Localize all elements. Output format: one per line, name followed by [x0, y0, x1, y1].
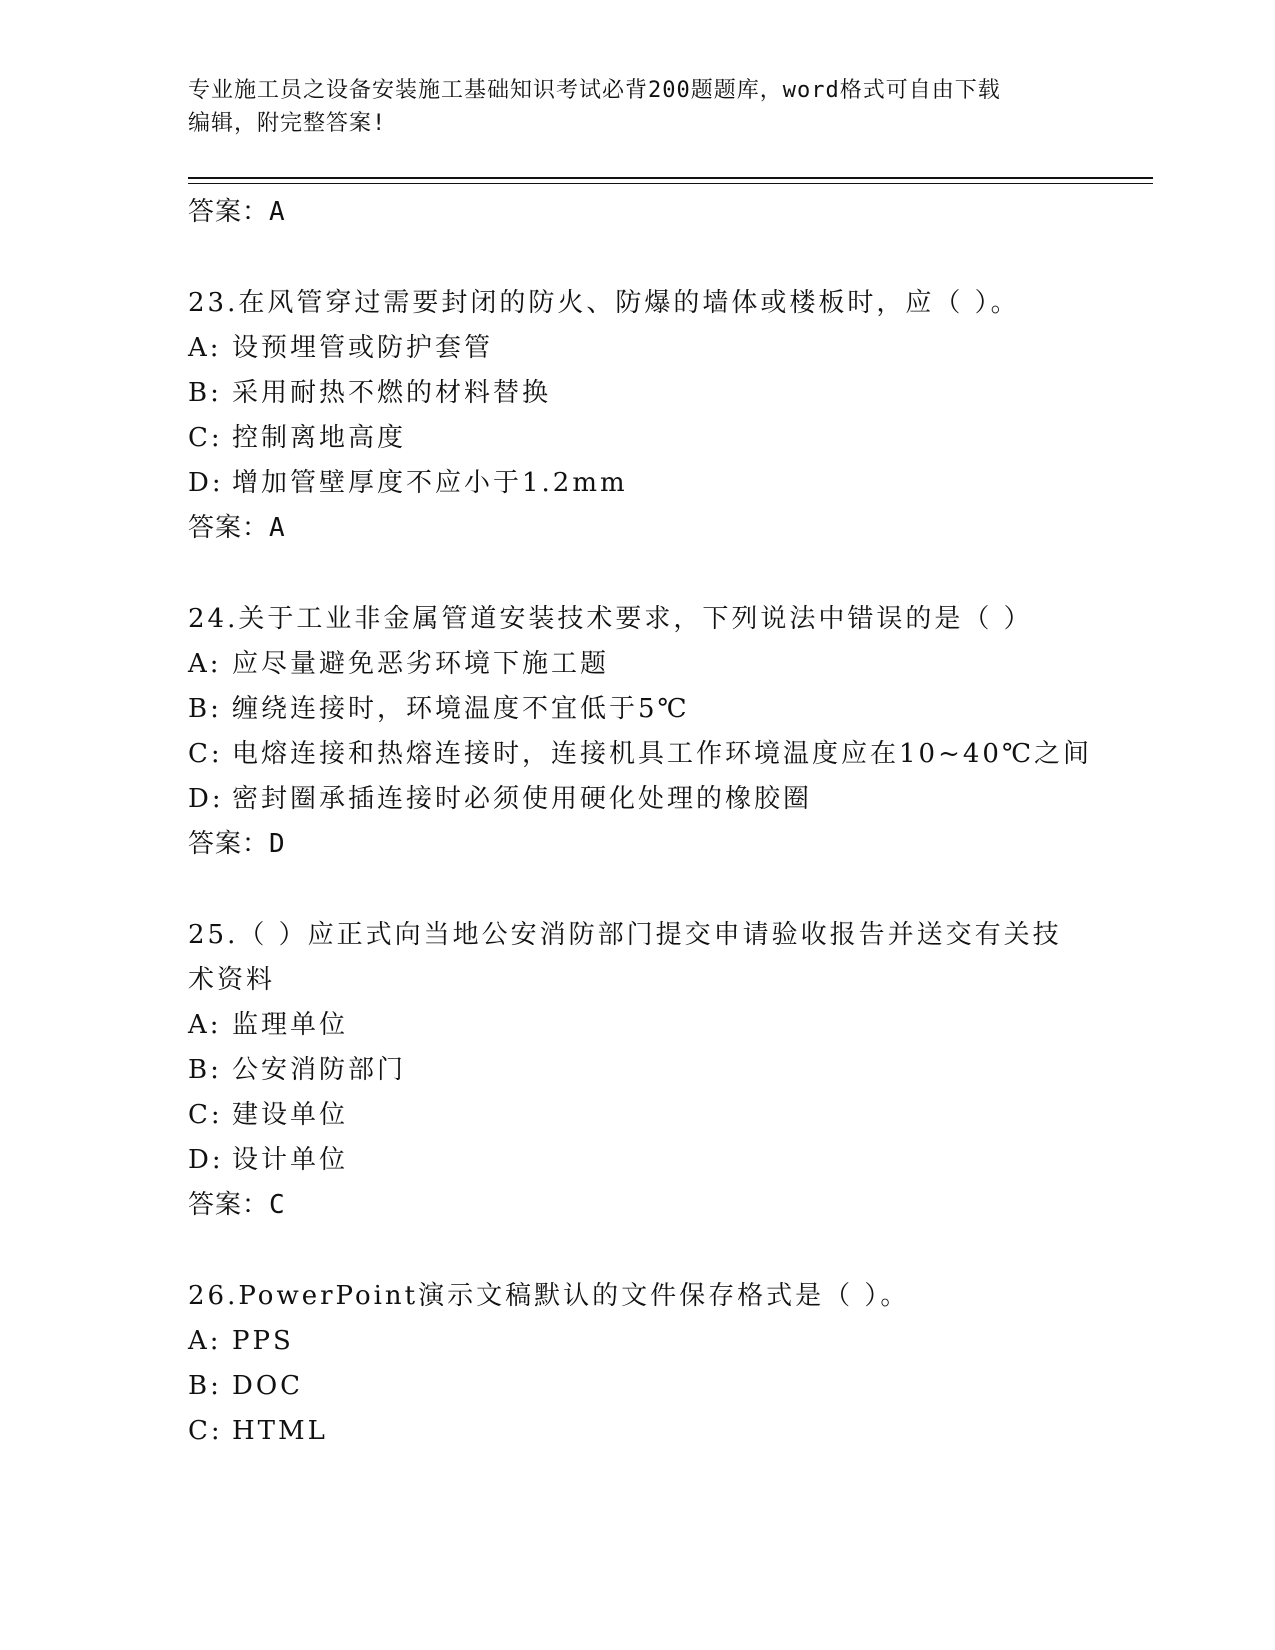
question-block-25 [188, 913, 1088, 1228]
option-text: 公安消防部门 [232, 1055, 407, 1085]
question-spacer [188, 551, 1088, 597]
question-number: 25. [188, 920, 239, 950]
option-text: 控制离地高度 [232, 423, 407, 453]
option-letter: D: [188, 784, 224, 814]
option-d [188, 1138, 1088, 1183]
question-number: 23. [188, 288, 239, 318]
question-body: PowerPoint演示文稿默认的文件保存格式是（ ）。 [238, 1281, 910, 1311]
question-answer [188, 506, 1088, 551]
option-letter: A: [188, 1010, 222, 1040]
option-text: 建设单位 [232, 1100, 349, 1130]
question-text [188, 1274, 1088, 1319]
option-letter: A: [188, 333, 222, 363]
option-text: 设预埋管或防护套管 [232, 333, 494, 363]
option-letter: D: [188, 468, 224, 498]
question-text [188, 913, 1088, 1003]
option-text: 采用耐热不燃的材料替换 [232, 378, 552, 408]
option-letter: B: [188, 378, 222, 408]
answer-value: D [269, 829, 286, 859]
answer-value: C [269, 1190, 286, 1220]
question-answer [188, 822, 1088, 867]
option-c [188, 416, 1088, 461]
answer-label: 答案： [188, 513, 270, 543]
question-block-24 [188, 597, 1093, 867]
option-b [188, 371, 1088, 416]
option-b [188, 687, 1088, 732]
option-c [188, 1093, 1088, 1138]
option-text: 缠绕连接时，环境温度不宜低于5℃ [232, 694, 690, 724]
question-block-23 [188, 281, 1088, 551]
question-spacer [188, 867, 1088, 913]
option-letter: C: [188, 1416, 223, 1446]
option-letter: C: [188, 739, 223, 769]
answer-value: A [269, 197, 286, 227]
question-body: （ ）应正式向当地公安消防部门提交申请验收报告并送交有关技术资料 [188, 920, 1062, 995]
answer-label: 答案： [188, 1190, 270, 1220]
option-d [188, 777, 1088, 822]
header-title-line-1: 专业施工员之设备安装施工基础知识考试必背200题题库，word格式可自由下载 [188, 78, 1001, 103]
option-b [188, 1048, 1088, 1093]
option-letter: B: [188, 694, 222, 724]
option-letter: B: [188, 1371, 222, 1401]
question-number: 26. [188, 1281, 239, 1311]
option-letter: A: [188, 649, 222, 679]
question-spacer [188, 1228, 1088, 1274]
option-a [188, 326, 1088, 371]
option-text: 增加管壁厚度不应小于1.2mm [232, 468, 628, 498]
document-header [188, 74, 1068, 140]
option-d [188, 461, 1088, 506]
header-divider-thick [188, 177, 1153, 179]
question-body: 在风管穿过需要封闭的防火、防爆的墙体或楼板时，应（ ）。 [238, 288, 1020, 318]
option-letter: B: [188, 1055, 222, 1085]
option-text: DOC [232, 1371, 304, 1401]
option-text: 密封圈承插连接时必须使用硬化处理的橡胶圈 [232, 784, 813, 814]
question-body: 关于工业非金属管道安装技术要求，下列说法中错误的是（ ） [238, 604, 1033, 634]
question-answer [188, 1183, 1088, 1228]
option-letter: C: [188, 423, 223, 453]
option-text: PPS [232, 1326, 294, 1356]
question-text [188, 281, 1088, 326]
previous-answer [188, 190, 1088, 235]
answer-label: 答案： [188, 197, 270, 227]
header-title-line-2: 编辑，附完整答案! [188, 111, 387, 136]
option-a [188, 1319, 1088, 1364]
option-c [188, 732, 1093, 777]
question-text [188, 597, 1088, 642]
option-text: HTML [232, 1416, 328, 1446]
answer-value: A [269, 513, 286, 543]
answer-label: 答案： [188, 829, 270, 859]
question-block-26 [188, 1274, 1088, 1454]
option-a [188, 642, 1088, 687]
option-c [188, 1409, 1088, 1454]
option-letter: D: [188, 1145, 224, 1175]
question-list [188, 190, 1093, 1454]
question-spacer [188, 235, 1088, 281]
option-text: 电熔连接和热熔连接时，连接机具工作环境温度应在10~40℃之间 [232, 739, 1093, 769]
option-text: 应尽量避免恶劣环境下施工题 [232, 649, 610, 679]
option-b [188, 1364, 1088, 1409]
question-number: 24. [188, 604, 239, 634]
option-text: 设计单位 [232, 1145, 349, 1175]
option-letter: A: [188, 1326, 222, 1356]
option-letter: C: [188, 1100, 223, 1130]
option-a [188, 1003, 1088, 1048]
option-text: 监理单位 [232, 1010, 349, 1040]
header-divider-thin [188, 183, 1153, 184]
